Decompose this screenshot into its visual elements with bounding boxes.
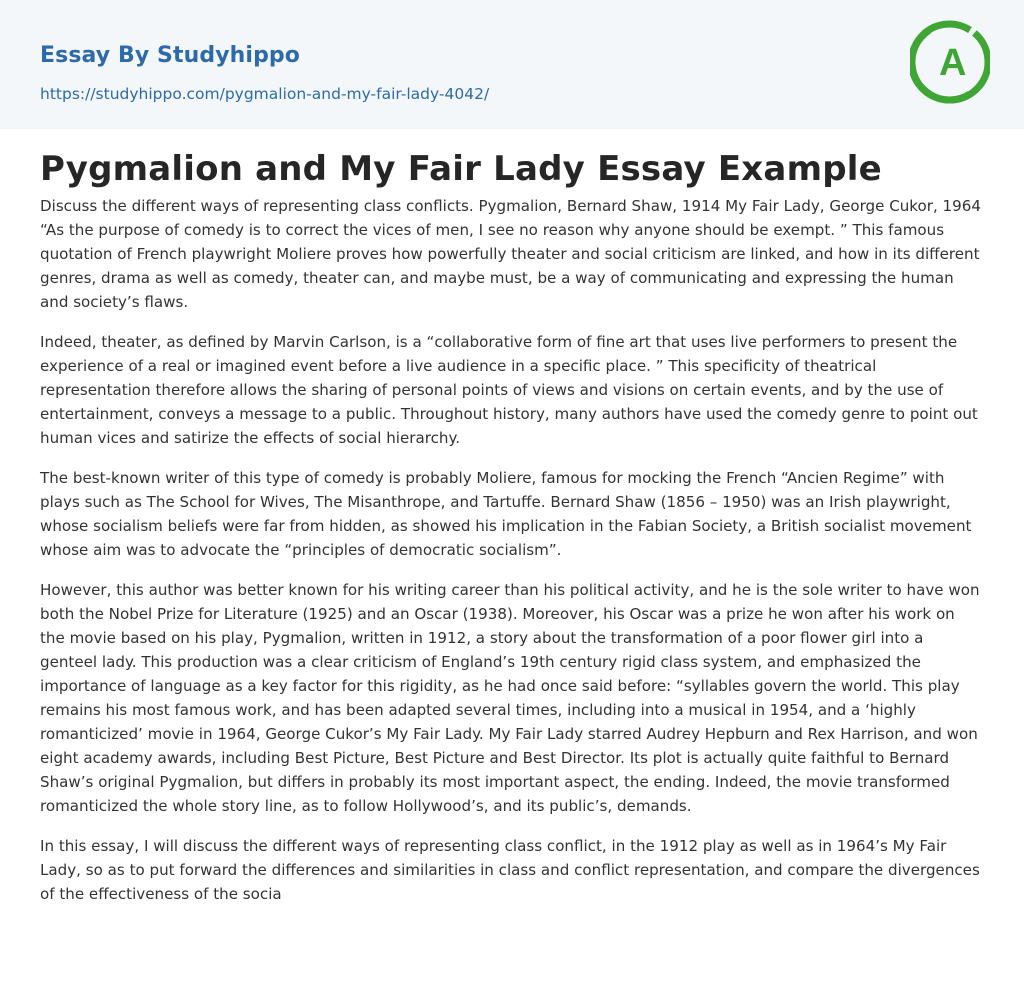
essay-url-link[interactable]: https://studyhippo.com/pygmalion-and-my-fair-lady-4042/ (40, 85, 490, 103)
article-paragraph: In this essay, I will discuss the different ways of representing class conflict, in the 1912 play as well as in 1964’s My Fair Lady, so as to put forward the differences and similarities in class and conflict representation, and compare the divergences of the effectiveness of the socia (40, 837, 980, 903)
site-header (0, 0, 1024, 129)
article-paragraph: Indeed, theater, as defined by Marvin Carlson, is a “collaborative form of fine art that uses live performers to present the experience of a real or imagined event before a live audience in a specific place. ” This specificity of theatrical representation therefore allows the sharing of personal points of views and visions on certain events, and by the use of entertainment, conveys a message to a public. Throughout history, many authors have used the comedy genre to point out human vices and satirize the effects of social hierarchy. (40, 333, 978, 447)
page-title: Pygmalion and My Fair Lady Essay Example (40, 149, 882, 189)
article (0, 148, 1024, 906)
article-paragraph: However, this author was better known for his writing career than his political activity, and he is the sole writer to have won both the Nobel Prize for Literature (1925) and an Oscar (1938). Moreover, his Oscar was a prize he won after his work on the movie based on his play, Pygmalion, written in 1912, a story about the transformation of a poor flower girl into a genteel lady. This production was a clear criticism of England’s 19th century rigid class system, and emphasized the importance of language as a key factor for this rigidity, as he had once said before: “syllables govern the world. This play remains his most famous work, and has been adapted several times, including into a musical in 1954, and a ‘highly romanticized’ movie in 1964, George Cukor’s My Fair Lady. My Fair Lady starred Audrey Hepburn and Rex Harrison, and won eight academy awards, including Best Picture, Best Picture and Best Director. Its plot is actually quite faithful to Bernard Shaw’s original Pygmalion, but differs in probably its most important aspect, the ending. Indeed, the movie transformed romanticized the whole story line, as to follow Hollywood’s, and its public’s, demands. (40, 581, 980, 815)
studyhippo-logo-icon[interactable] (910, 18, 990, 106)
site-brand[interactable]: Essay By Studyhippo (40, 43, 300, 68)
logo-letter: A (939, 42, 967, 84)
article-paragraph: Discuss the different ways of representing class conflicts. Pygmalion, Bernard Shaw, 1914 My Fair Lady, George Cukor, 1964 “As the purpose of comedy is to correct the vices of men, I see no reason why anyone should be exempt. ” This famous quotation of French playwright Moliere proves how powerfully theater and social criticism are linked, and how in its different genres, drama as well as comedy, theater can, and maybe must, be a way of communicating and expressing the human and society’s flaws. (40, 197, 981, 311)
article-paragraph: The best-known writer of this type of comedy is probably Moliere, famous for mocking the French “Ancien Regime” with plays such as The School for Wives, The Misanthrope, and Tartuffe. Bernard Shaw (1856 – 1950) was an Irish playwright, whose socialism beliefs were far from hidden, as showed his implication in the Fabian Society, a British socialist movement whose aim was to advocate the “principles of democratic socialism”. (40, 469, 972, 559)
